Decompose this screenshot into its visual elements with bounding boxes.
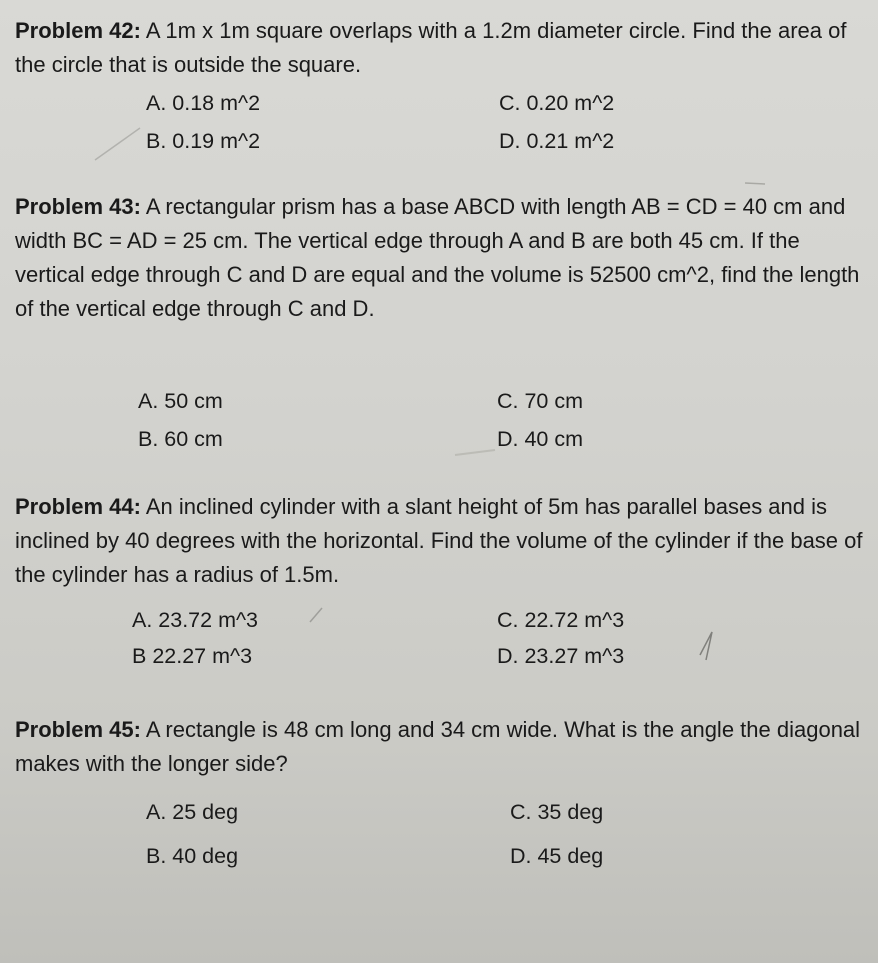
problem-44 bbox=[0, 490, 878, 668]
problem-label: Problem 43: bbox=[15, 194, 141, 219]
choice-b: B. 60 cm bbox=[138, 427, 223, 451]
problem-statement bbox=[0, 190, 865, 326]
choice-a: A. 50 cm bbox=[138, 389, 223, 413]
problem-42 bbox=[0, 14, 878, 153]
choice-b: B. 0.19 m^2 bbox=[146, 129, 261, 153]
choice-b: B 22.27 m^3 bbox=[132, 644, 253, 668]
choice-d: D. 23.27 m^3 bbox=[497, 644, 625, 668]
problem-statement bbox=[0, 713, 865, 781]
choice-d: D. 45 deg bbox=[510, 844, 604, 868]
problem-text: A 1m x 1m square overlaps with a 1.2m diameter circle. Find the area of the circle that is outside the square. bbox=[15, 18, 847, 77]
choice-c: C. 70 cm bbox=[497, 389, 584, 413]
choice-d: D. 40 cm bbox=[497, 427, 584, 451]
choice-c: C. 22.72 m^3 bbox=[497, 608, 625, 632]
choice-b: B. 40 deg bbox=[146, 844, 239, 868]
problem-statement bbox=[0, 490, 865, 592]
problem-text: A rectangle is 48 cm long and 34 cm wide. What is the angle the diagonal makes with the longer side? bbox=[15, 717, 861, 776]
choice-a: A. 25 deg bbox=[146, 800, 239, 824]
problem-45 bbox=[0, 713, 878, 868]
choice-a: A. 23.72 m^3 bbox=[132, 608, 259, 632]
problem-label: Problem 44: bbox=[15, 494, 141, 519]
problem-label: Problem 42: bbox=[15, 18, 141, 43]
choice-c: C. 0.20 m^2 bbox=[499, 91, 615, 115]
problem-statement bbox=[0, 14, 865, 82]
problem-label: Problem 45: bbox=[15, 717, 141, 742]
choice-d: D. 0.21 m^2 bbox=[499, 129, 615, 153]
choice-a: A. 0.18 m^2 bbox=[146, 91, 261, 115]
problem-text: A rectangular prism has a base ABCD with length AB = CD = 40 cm and width BC = AD = 25 cm. The vertical edge through A and B are both 45 cm. If the vertical edge through C and D are equal and the volume is 52500 cm^2, find the length of the vertical edge through C and D. bbox=[15, 194, 860, 321]
choice-c: C. 35 deg bbox=[510, 800, 604, 824]
problem-43 bbox=[0, 190, 878, 451]
problem-text: An inclined cylinder with a slant height of 5m has parallel bases and is inclined by 40 degrees with the horizontal. Find the volume of the cylinder if the base of the cylinder has a radius of 1.5m. bbox=[15, 494, 863, 587]
